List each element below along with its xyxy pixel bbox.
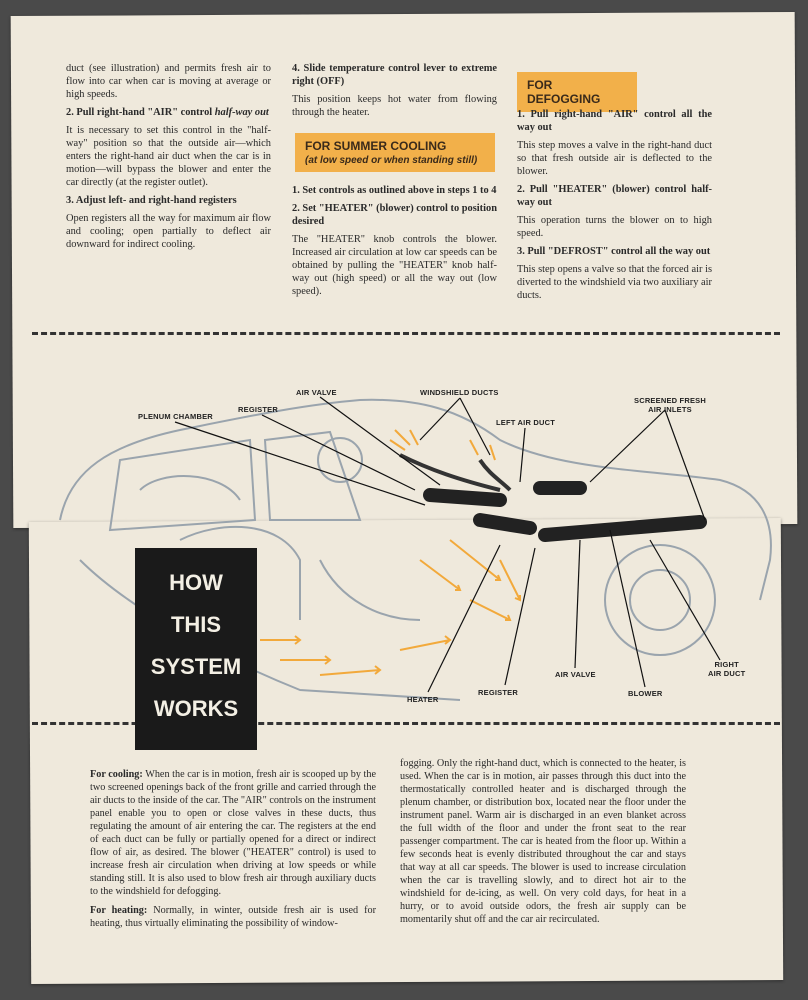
how-word-2: THIS — [170, 612, 222, 637]
bottom-left-column — [90, 768, 376, 930]
label-register-top: REGISTER — [238, 405, 278, 414]
label-air-valve-bottom: AIR VALVE — [555, 670, 596, 679]
col1-step3-title: 3. Adjust left- and right-hand registers — [66, 195, 237, 206]
col2-s2-title: 2. Set "HEATER" (blower) control to position desired — [292, 203, 497, 227]
cooling-paragraph — [90, 768, 376, 898]
duct-system — [430, 488, 700, 535]
label-heater: HEATER — [407, 695, 439, 704]
how-word-3: SYSTEM — [150, 654, 242, 679]
label-left-air-duct: LEFT AIR DUCT — [496, 418, 555, 427]
col1-intro: duct (see illustration) and permits fresh air to flow into car when car is moving at average or high speeds. — [66, 63, 271, 100]
col1-step2-title: 2. Pull right-hand "AIR" control half-way out — [66, 107, 269, 118]
summer-cooling-subtitle: (at low speed or when standing still) — [305, 155, 478, 166]
col1-step3-body: Open registers all the way for maximum air flow and cooling; open partially to deflect air downward for indirect cooling. — [66, 213, 271, 250]
col2-s1-title: 1. Set controls as outlined above in steps 1 to 4 — [292, 185, 497, 196]
col2-s2-body: The "HEATER" knob controls the blower. Increased air circulation at low car speeds can be obtained by pulling the "HEATER" knob half-way out (high speed) or all the way out (low speed). — [292, 234, 497, 297]
col3-d2-title: 2. Pull "HEATER" (blower) control half-way out — [517, 184, 712, 208]
heating-body: Normally, in winter, outside fresh air is used for heating, thus virtually eliminating the possibility of window- — [90, 905, 377, 929]
label-right-air-duct — [708, 660, 745, 678]
label-register-bottom: REGISTER — [478, 688, 518, 697]
label-screened-line2: AIR INLETS — [648, 405, 692, 414]
label-plenum-chamber: PLENUM CHAMBER — [138, 412, 213, 421]
col3-d2-body: This operation turns the blower on to high speed. — [517, 215, 712, 239]
label-blower: BLOWER — [628, 689, 663, 698]
bottom-right-column — [400, 757, 686, 926]
label-right-duct-line2: AIR DUCT — [708, 669, 746, 678]
col3-d3-title: 3. Pull "DEFROST" control all the way out — [517, 246, 711, 257]
heating-continued: fogging. Only the right-hand duct, which is connected to the heater, is used. When the car is in motion, air passes through this duct into the thermostatically controlled heater and is discharged through the plenum chamber, or distribution box, located near the floor under the instrument panel. Warm air is discharged in an even blanket across the full width of the floor and under the front seat to the rear passenger compartment. The car is heated from the floor up. Within a few seconds heat is evenly distributed throughout the car and stays that way at all car speeds. The blower is used to increase circulation when the car is travelling slowly, and to direct hot air to the windshield for de-icing, as well. On very cold days, for heat in a hurry, or to avoid outside odors, the fresh air supply can be momentarily shut off and the car air recirculated. — [400, 758, 686, 925]
label-right-duct-line1: RIGHT — [714, 660, 739, 669]
label-screened-line1: SCREENED FRESH — [634, 396, 706, 405]
how-this-system-works-panel — [135, 548, 257, 750]
col1-step2-body: It is necessary to set this control in the "half-way" position so that the outside air—which enters the right-hand air duct when the car is in motion—will bypass the blower and enter the car directly (at the register outlet). — [66, 125, 271, 188]
col3-d1-title: 1. Pull right-hand "AIR" control all the way out — [517, 109, 712, 133]
heating-paragraph — [90, 904, 376, 930]
label-air-valve-top: AIR VALVE — [296, 388, 337, 397]
heating-heading: For heating: — [90, 905, 148, 916]
how-word-4: WORKS — [153, 696, 239, 721]
cooling-heading: For cooling: — [90, 769, 143, 780]
label-windshield-ducts: WINDSHIELD DUCTS — [420, 388, 499, 397]
col2-step4-body: This position keeps hot water from flowing through the heater. — [292, 94, 497, 118]
windshield-duct-tubes — [400, 455, 510, 490]
cooling-body: When the car is in motion, fresh air is scooped up by the two screened openings back of the front grille and carried through the air ducts to the inside of the car. The "AIR" controls on the instrument panel enable you to open or close valves in these ducts, thus regulating the amount of air entering the car. The registers at the end of each duct can be fully or partially opened for a direct or indirect flow of air, as desired. The blower ("HEATER" control) is used to increase fresh air circulation when driving at low speeds or while standing still. It is also used to blow fresh air through auxiliary ducts to the windshield for defogging. — [90, 769, 376, 897]
col3-d3-body: This step opens a valve so that the forced air is diverted to the windshield via two auxiliary air ducts. — [517, 264, 712, 301]
defogging-title: FOR DEFOGGING — [527, 78, 601, 106]
label-screened-inlets — [634, 396, 706, 414]
how-word-1: HOW — [169, 570, 223, 595]
col2-step4-title: 4. Slide temperature control lever to extreme right (OFF) — [292, 63, 497, 87]
col3-d1-body: This step moves a valve in the right-hand duct so that fresh outside air is deflected to the blower. — [517, 140, 712, 177]
summer-cooling-title: FOR SUMMER COOLING — [305, 139, 447, 153]
airflow-arrows — [260, 430, 520, 675]
